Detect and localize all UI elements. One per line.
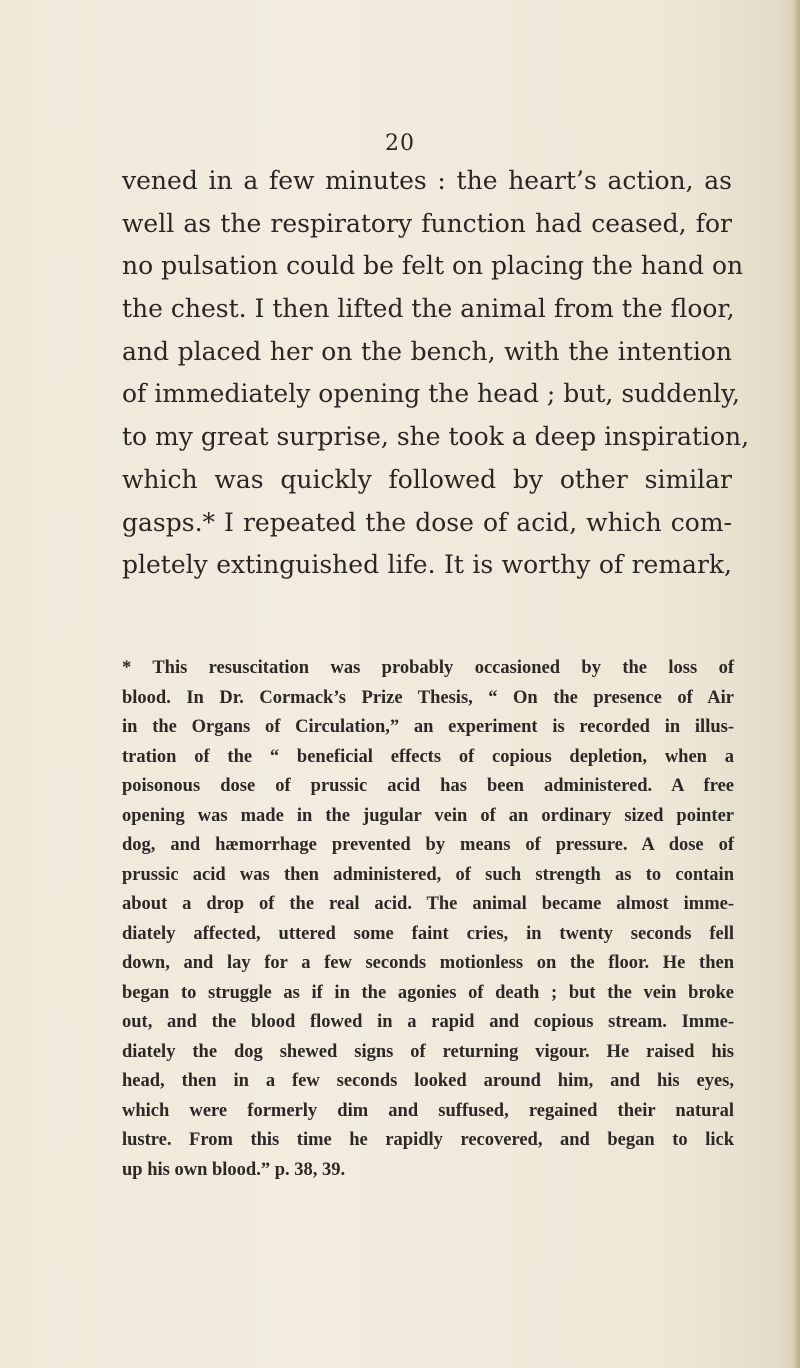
footnote-line: opening was made in the jugular vein of an ordinary sized pointer <box>122 805 734 826</box>
footnote-line: prussic acid was then administered, of such strength as to contain <box>122 864 734 885</box>
footnote-line: lustre. From this time he rapidly recovered, and began to lick <box>122 1130 734 1150</box>
footnote-line: tration of the “ beneficial effects of copious depletion, when a <box>122 746 734 767</box>
body-text <box>122 160 750 587</box>
footnote-line: up his own blood.” p. 38, 39. <box>122 1159 346 1180</box>
footnote-line: which were formerly dim and suffused, regained their natural <box>122 1100 734 1121</box>
body-line: well as the respiratory function had ceased, for <box>122 208 732 238</box>
footnote-line: poisonous dose of prussic acid has been administered. A free <box>122 776 734 796</box>
footnote-line: out, and the blood flowed in a rapid and copious stream. Imme- <box>122 1012 734 1032</box>
footnote-line: diately the dog shewed signs of returning vigour. He raised his <box>122 1041 734 1062</box>
footnote-line: head, then in a few seconds looked around him, and his eyes, <box>122 1071 734 1091</box>
body-line: pletely extinguished life. It is worthy of remark, <box>122 550 732 580</box>
body-line: gasps.* I repeated the dose of acid, which com- <box>122 507 732 537</box>
footnote-line: down, and lay for a few seconds motionless on the floor. He then <box>122 953 734 973</box>
footnote-line: about a drop of the real acid. The animal became almost imme- <box>122 894 734 914</box>
body-line: which was quickly followed by other similar <box>122 464 732 494</box>
page-number: 20 <box>385 131 415 156</box>
body-line: no pulsation could be felt on placing the hand on <box>122 251 744 281</box>
footnote-line: * This resuscitation was probably occasioned by the loss of <box>122 658 734 678</box>
footnote-line: blood. In Dr. Cormack’s Prize Thesis, “ On the presence of Air <box>122 687 734 708</box>
body-line: the chest. I then lifted the animal from the floor, <box>122 294 735 324</box>
footnote <box>122 654 734 1185</box>
footnote-line: diately affected, uttered some faint cries, in twenty seconds fell <box>122 923 734 944</box>
footnote-line: dog, and hæmorrhage prevented by means of pressure. A dose of <box>122 835 734 855</box>
footnote-line: in the Organs of Circulation,” an experiment is recorded in illus- <box>122 717 734 737</box>
body-line: to my great surprise, she took a deep inspiration, <box>122 422 750 452</box>
page-edge-shadow <box>792 0 800 1368</box>
footnote-line: began to struggle as if in the agonies of death ; but the vein broke <box>122 982 734 1003</box>
body-line: of immediately opening the head ; but, suddenly, <box>122 379 740 409</box>
body-line: vened in a few minutes : the heart’s action, as <box>122 166 732 195</box>
body-line: and placed her on the bench, with the intention <box>122 336 732 366</box>
